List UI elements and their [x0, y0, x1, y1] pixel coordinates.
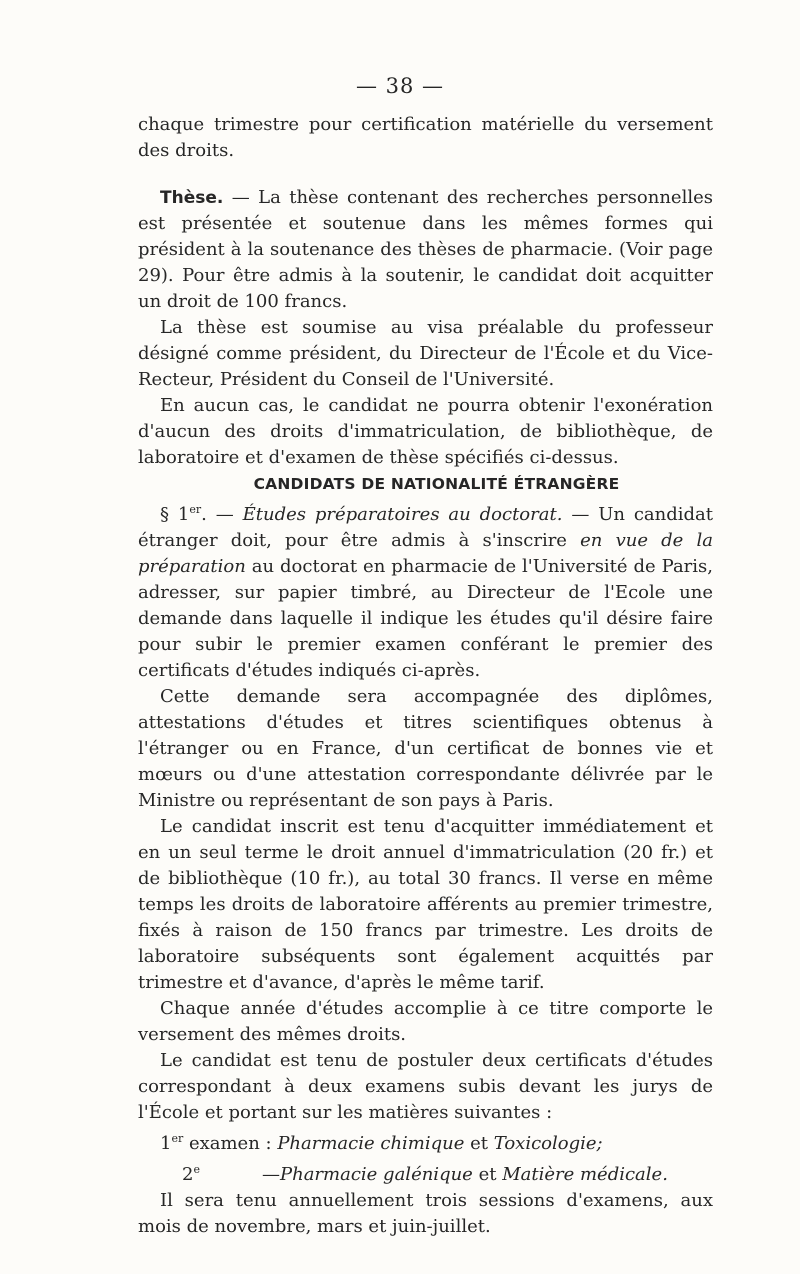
these-lead: Thèse. [160, 188, 224, 208]
section-intro-paragraph [138, 497, 713, 684]
paragraph-title: Études préparatoires au doctorat. [242, 504, 563, 525]
exam-2-dash: — [262, 1164, 280, 1185]
annee-paragraph: Chaque année d'études accomplie à ce titre comporte le versement des mêmes droits. [138, 998, 713, 1045]
exam-1-sup: er [171, 1132, 184, 1145]
carryover-line: chaque trimestre pour certification matérielle du versement des droits. [138, 114, 713, 161]
section-heading: CANDIDATS DE NATIONALITÉ ÉTRANGÈRE [253, 475, 620, 493]
exam-2-line [138, 1157, 713, 1188]
demande-paragraph: Cette demande sera accompagnée des diplômes, attestations d'études et titres scientifiques obtenus à l'étranger ou en France, d'un certificat de bonnes vie et mœurs ou d'une attestation correspondante délivrée par le Ministre ou représentant de son pays à Paris. [138, 686, 713, 811]
exam-2-sup: e [193, 1163, 200, 1176]
p1-text-b: au doctorat en pharmacie de l'Université de Paris, adresser, sur papier timbré, au Directeur de l'Ecole une demande dans laquelle il indique les études qu'il désire faire pour subir le premier examen conférant le premier des certificats d'études indiqués ci-après. [138, 556, 713, 681]
exoneration-paragraph: En aucun cas, le candidat ne pourra obtenir l'exonération d'aucun des droits d'immatriculation, de bibliothèque, de laboratoire et d'examen de thèse spécifiés ci-dessus. [138, 395, 713, 468]
paragraph-number: 1 [177, 504, 190, 525]
exam-1-line [138, 1126, 713, 1157]
exam-2-and: et [472, 1164, 503, 1185]
exam-2-number: 2 [182, 1164, 194, 1185]
paragraph-number-sup: er [189, 503, 202, 516]
these-text: — La thèse contenant des recherches personnelles est présentée et soutenue dans les mêmes formes qui président à la soutenance des thèses de pharmacie. (Voir page 29). Pour être admis à la soutenir, le candidat doit acquitter un droit de 100 francs. [138, 187, 713, 312]
exam-1-label: examen : [183, 1133, 278, 1154]
these-paragraph [138, 185, 713, 315]
p1-text-a: — Un candidat étranger doit, pour être admis à s'inscrire [138, 504, 714, 551]
exam-2-subject-2: Matière médicale. [502, 1164, 668, 1185]
exam-1-and: et [464, 1133, 494, 1154]
exam-1-subject-2: Toxicologie; [493, 1133, 603, 1154]
exam-1-number: 1 [160, 1133, 172, 1154]
exam-2-subject-1: Pharmacie galénique [280, 1164, 473, 1185]
paragraph-mark: § [160, 504, 169, 525]
paragraph-sep: . — [201, 504, 243, 525]
body-text [138, 112, 713, 1240]
exam-1-subject-1: Pharmacie chimique [277, 1133, 465, 1154]
sessions-paragraph: Il sera tenu annuellement trois sessions d'examens, aux mois de novembre, mars et juin-juillet. [138, 1190, 713, 1237]
page-number: — 38 — [355, 74, 445, 98]
visa-paragraph: La thèse est soumise au visa préalable du professeur désigné comme président, du Directeur de l'École et du Vice-Recteur, Président du Conseil de l'Université. [138, 317, 713, 390]
p1-italic: en vue de la préparation [138, 530, 713, 577]
certificats-paragraph: Le candidat est tenu de postuler deux certificats d'études correspondant à deux examens subis devant les jurys de l'École et portant sur les matières suivantes : [138, 1050, 713, 1123]
droits-paragraph: Le candidat inscrit est tenu d'acquitter immédiatement et en un seul terme le droit annuel d'immatriculation (20 fr.) et de bibliothèque (10 fr.), au total 30 francs. Il verse en même temps les droits de laboratoire afférents au premier trimestre, fixés à raison de 150 francs par trimestre. Les droits de laboratoire subséquents sont également acquittés par trimestre et d'avance, d'après le même tarif. [138, 816, 713, 993]
